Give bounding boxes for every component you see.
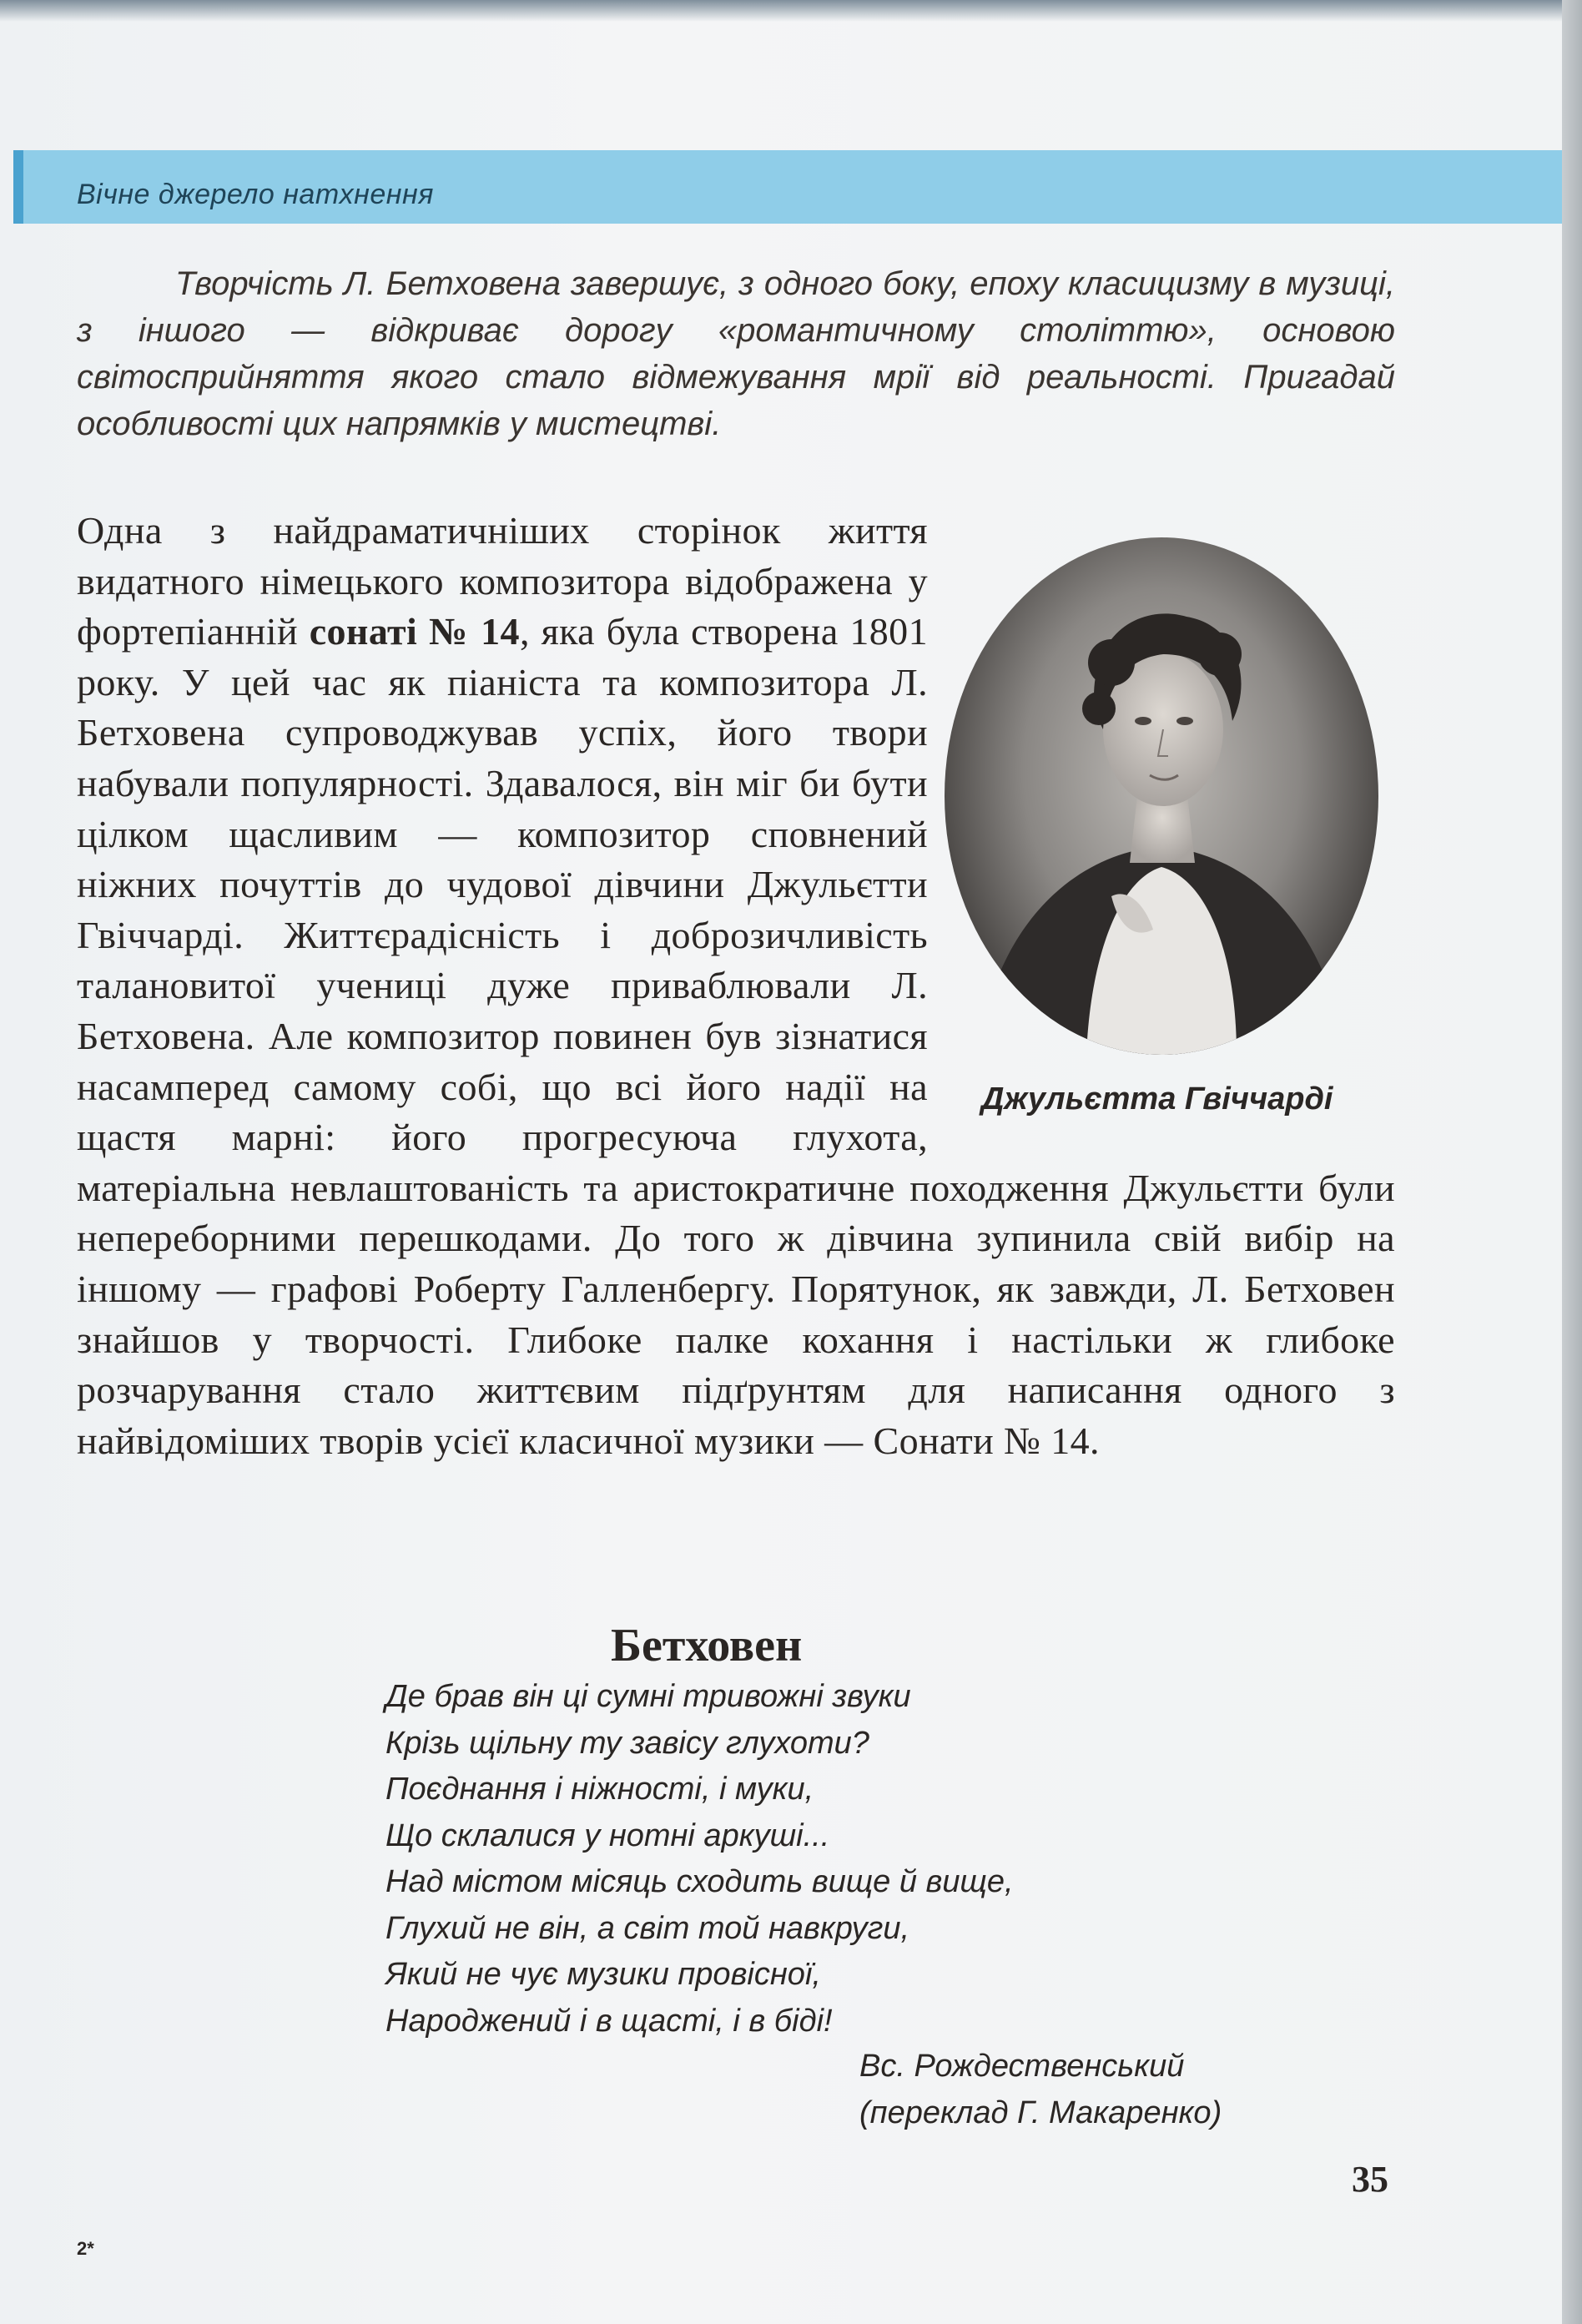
section-title: Вічне джерело натхнення [77, 179, 434, 210]
book-spine [1562, 0, 1582, 2324]
page-number: 35 [1352, 2159, 1388, 2200]
poem-line: Глухий не він, а світ той навкруги, [385, 1910, 910, 1946]
poem-line: Крізь щільну ту завісу глухоти? [385, 1725, 869, 1761]
intro-paragraph: Творчість Л. Бетховена завершує, з одного боку, епоху класицизму в музиці, з іншого — відкриває дорогу «романтичному століттю», основою світосприйняття якого стало відмежування мрії від реальності. Пригадай особливості цих напрямків у мистецтві. [77, 265, 1395, 442]
sonata-highlight: сонаті № 14 [309, 610, 520, 653]
portrait-image [945, 537, 1378, 1055]
page-top-shadow [0, 0, 1562, 22]
poem-line: Що склалися у нотні аркуші... [385, 1817, 830, 1853]
poem-line: Який не чує музики провісної, [385, 1957, 821, 1992]
body-text-part2: , яка була створена 1801 року. У цей час як піаніста та композитора Л. Бетховена супроводжував успіх, його твори набували популярності. Здавалося, він міг би бути цілком щасливим — композитор сповнений ніжних почуттів до чудової дівчини Джульєтти Гвіччарді. Життєрадісність і доброзичливість талановитої учениці дуже приваблювали Л. Бетховена. Але композитор повинен був зізнатися насамперед самому собі, що всі його надії на щастя марні: його прогресуюча глухота, матеріальна невлаштованість та аристократичне походження Джульєтти були непереборними перешкодами. До того ж дівчина зупинила свій вибір на іншому — графові Роберту Галленбергу. Порятунок, як завжди, Л. Бетховен знайшов у творчості. Глибоке палке кохання і настільки ж глибоке розчарування стало життєвим підґрунтям для написання одного з найвідоміших творів усієї класичної музики — Сонати № 14. [77, 610, 1395, 1462]
header-accent-bar [13, 150, 23, 224]
portrait-caption: Джульєтта Гвіччарді [981, 1081, 1333, 1117]
poem-title: Бетховен [611, 1620, 803, 1671]
poem-line: Де брав він ці сумні тривожні звуки [385, 1679, 911, 1714]
poem-line: Поєднання і ніжності, і муки, [385, 1772, 814, 1807]
poem-attribution [859, 2043, 1222, 2136]
printer-signature-mark: 2* [77, 2238, 94, 2259]
poem-author: Вс. Рождественський [859, 2049, 1185, 2084]
poem-line: Народжений і в щасті, і в біді! [385, 2003, 833, 2039]
portrait-figure [945, 537, 1378, 1055]
poem-lines [385, 1674, 1014, 2044]
poem-line: Над містом місяць сходить вище й вище, [385, 1864, 1014, 1899]
poem-translator: (переклад Г. Макаренко) [859, 2095, 1222, 2130]
body-text-part1: Одна з найдраматичніших сторінок життя видатного німецького композитора відображена у фортепіанній [77, 509, 928, 653]
portrait-drawing [945, 537, 1378, 1055]
